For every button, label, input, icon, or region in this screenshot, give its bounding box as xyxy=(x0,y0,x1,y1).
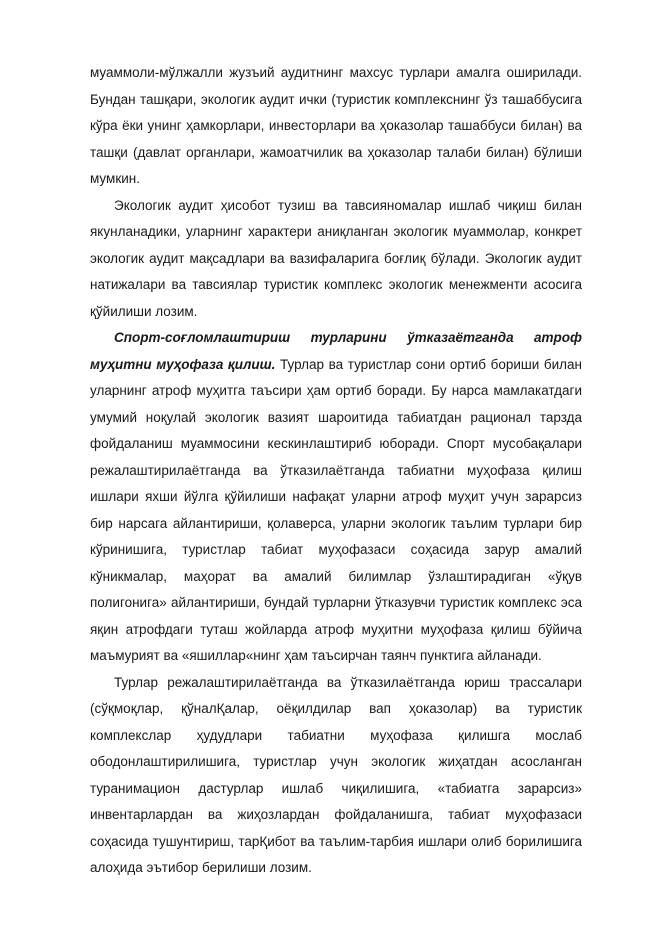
paragraph-tour-planning xyxy=(90,670,582,882)
paragraph-sport-tours xyxy=(90,325,582,670)
paragraph-text: Экологик аудит ҳисобот тузиш ва тавсияномалар ишлаб чиқиш билан якунланадики, уларнинг характери аниқланган экологик муаммолар, конкрет экологик аудит мақсадлари ва вазифаларига боғлиқ бўлади. Экологик аудит натижалари ва тавсиялар туристик комплекс экологик менежменти асосига қўйилиши лозим. xyxy=(90,197,582,319)
document-page xyxy=(90,60,582,882)
paragraph-audit-report xyxy=(90,193,582,326)
paragraph-text: Турлар режалаштирилаётганда ва ўтказилаётганда юриш трассалари (сўқмоқлар, қўналҚалар, оёқилдилар вап ҳоказолар) ва туристик комплекслар ҳудудлари табиатни муҳофаза қилишга мослаб ободонлаштирилишига, туристлар учун экологик жиҳатдан асосланган туранимацион дастурлар ишлаб чиқилишига, «табиатга зарарсиз» инвентарлардан ва жиҳозлардан фойдаланишга, табиат муҳофазаси соҳасида тушунтириш, тарҚибот ва таълим-тарбия ишлари олиб борилишига алоҳида эътибор берилиши лозим. xyxy=(90,674,582,875)
paragraph-audit-types xyxy=(90,60,582,193)
paragraph-text: Турлар ва туристлар сони ортиб бориши билан уларнинг атроф муҳитга таъсири ҳам ортиб боради. Бу нарса мамлакатдаги умумий ноқулай экологик вазият шароитида табиатдан рационал тарзда фойдаланиш муаммосини кескинлаштириб юборади. Спорт мусобақалари режалаштирилаётганда ва ўтказилаётганда табиатни муҳофаза қилиш ишлари яхши йўлга қўйилиши нафақат уларни атроф муҳит учун зарарсиз бир нарсага айлантириши, қолаверса, уларни экологик таълим турлари бир кўринишига, туристлар табиат муҳофазаси соҳасида зарур амалий кўникмалар, маҳорат ва амалий билимлар ўзлаштирадиган «ўқув полигонига» айлантириши, бундай турларни ўтказувчи туристик комплекс эса яқин атрофдаги туташ жойларда атроф муҳитни муҳофаза қилиш бўйича маъмурият ва «яшиллар«нинг ҳам таъсирчан таянч пунктига айланади. xyxy=(90,356,582,663)
paragraph-text: муаммоли-мўлжалли жузъий аудитнинг махсус турлари амалга оширилади. Бундан ташқари, экологик аудит ички (туристик комплекснинг ўз ташаббусига кўра ёки унинг ҳамкорлари, инвесторлари ва ҳоказолар ташаббуси билан) ва ташқи (давлат органлари, жамоатчилик ва ҳоказолар талаби билан) бўлиши мумкин. xyxy=(90,65,582,186)
paragraph-heading: Спорт-соғломлаштириш турларини ўтказаётганда атроф муҳитни муҳофаза қилиш. xyxy=(90,330,582,372)
